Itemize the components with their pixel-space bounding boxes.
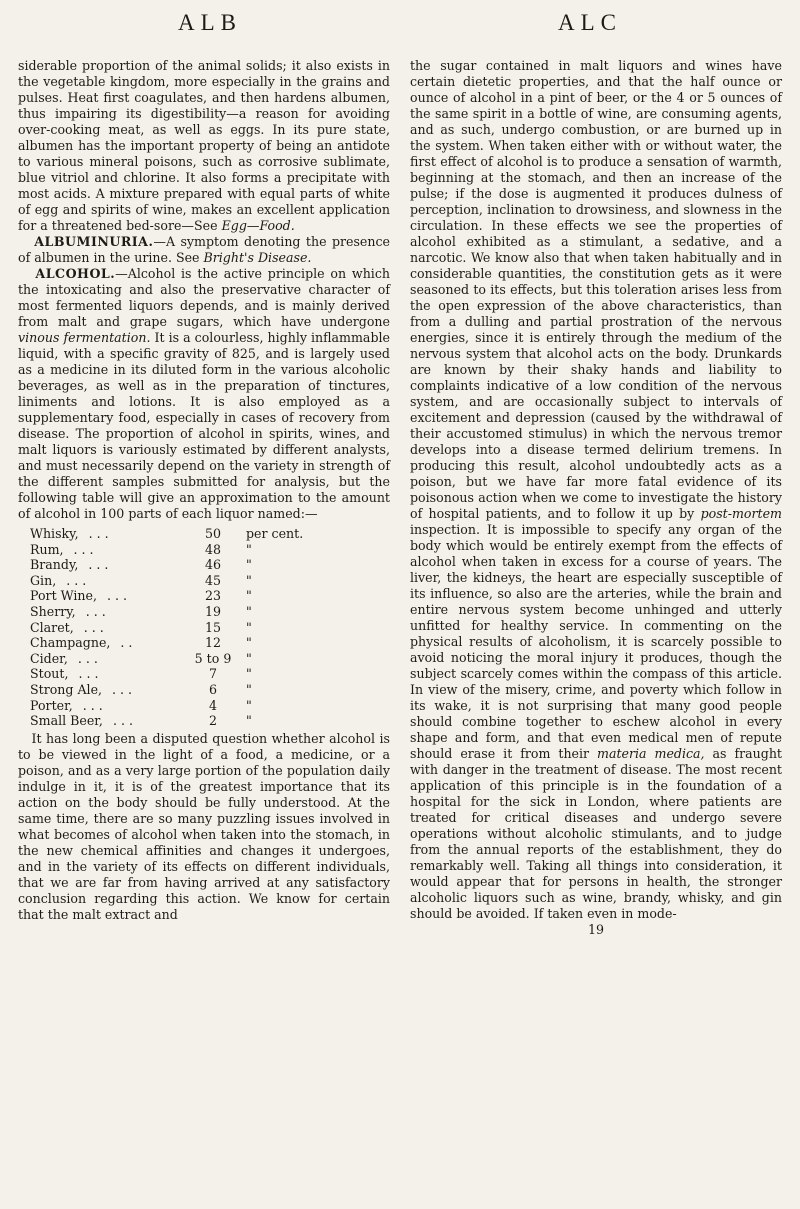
liquor-name [30, 635, 180, 651]
liquor-name [30, 713, 180, 729]
left-column [18, 58, 390, 923]
leader-dots: . . . [85, 603, 106, 619]
right-column [410, 58, 782, 938]
table-row [30, 604, 326, 620]
cross-reference: Egg—Food. [221, 218, 295, 233]
leader-dots: . . . [112, 713, 133, 729]
leader-dots: . . . [77, 650, 98, 666]
table-row [30, 682, 326, 698]
alcohol-percent: 7 [208, 666, 217, 682]
leader-dots: . . [120, 635, 133, 651]
liquor-name [30, 573, 180, 589]
liquor-name-text: Port Wine, [30, 588, 97, 604]
leader-dots: . . . [88, 526, 109, 541]
albuminuria-entry [18, 234, 390, 266]
unit-label: " [246, 681, 252, 697]
leader-dots: . . . [82, 697, 103, 713]
paragraph-text: the sugar contained in malt liquors and wines have certain dietetic properties, and that the half ounce or ounce of alcohol in a pint of beer, or the 4 or 5 ounces of the same spirit in a bottle of wine, are consuming agents, and as such, undergo combustion, or are burned up in the system. When taken either with or without water, the first effect of alcohol is to produce a sensation of warmth, beginning at the stomach, and then an increase of the pulse; if the dose is augmented it produces dulness of perception, inclination to drowsiness, and slowness in the circulation. In these effects we see the properties of alcohol exhibited as a stimulant, a sedative, and a narcotic. We know also that when taken habitually and in considerable quantities, the constitution gets as it were seasoned to its effects, but this toleration arises less from the open expression of the above characteristics, than from a dulling and partial prostration of the nervous energies, since it is entirely through the medium of the nervous system that alcohol acts on the body. Drunkards are known by their shaky hands and liability to complaints indicative of a low condition of the nervous system, and are occasionally subject to intervals of excitement and depression (caused by the withdrawal of their accustomed stimulus) in which the nervous tremor develops into a disease termed delirium tremens. In producing this result, alcohol undoubtedly acts as a poison, but we have far more fatal evidence of its poisonous action when we come to investigate the history of hospital patients, and to follow it up by [410, 58, 782, 521]
table-row [30, 666, 326, 682]
table-row [30, 620, 326, 636]
cross-reference: Bright's Disease. [203, 250, 312, 265]
alcohol-percent: 15 [204, 619, 222, 635]
liquor-name-text: Claret, [30, 619, 74, 635]
entry-headword: ALCOHOL. [35, 266, 116, 281]
unit-label: " [246, 650, 252, 666]
italic-term: materia medica, [597, 746, 705, 761]
alcohol-entry [18, 266, 390, 522]
liquor-name [30, 526, 180, 542]
paragraph-text: inspection. It is impossible to specify any organ of the body which would be entirely exempt from the effects of alcohol when taken in excess for a course of years. The liver, the kidneys, the heart are especially susceptible of its influence, so also are the arteries, while the brain and entire nervous system become unhinged and utterly unfitted for healthy service. In commenting on the physical results of alcoholism, it is scarcely possible to avoid noticing the moral injury it produces, though the subject scarcely comes within the compass of this article. In view of the misery, crime, and poverty which follow in its wake, it is not surprising that many good people should combine together to eschew alcohol in every shape and form, and that even medical men of repute should erase it from their [410, 522, 782, 761]
alcohol-percent: 5 to 9 [194, 650, 232, 666]
liquor-name-text: Rum, [30, 541, 64, 557]
table-row [30, 713, 326, 729]
entry-text: It is a colourless, highly inflammable liquid, with a specific gravity of 825, and is largely used as a medicine in its diluted form in the various alcoholic beverages, as well as in the preparation of tinctures, liniments and lotions. It is also employed as a supplementary food, especially in cases of recovery from disease. The proportion of alcohol in spirits, wines, and malt liquors is variously estimated by different analysts, and must necessarily depend on the variety in strength of the different samples submitted for analysis, but the following table will give an approximation to the amount of alcohol in 100 parts of each liquor named:— [18, 330, 390, 521]
alcohol-percent: 50 [204, 526, 222, 541]
leader-dots: . . . [88, 557, 109, 573]
italic-term: post-mortem [700, 506, 782, 521]
liquor-name-text: Whisky, [30, 526, 79, 541]
liquor-name [30, 542, 180, 558]
unit-label: " [246, 541, 252, 557]
liquor-name [30, 604, 180, 620]
table-row [30, 573, 326, 589]
liquor-name [30, 682, 180, 698]
table-row [30, 651, 326, 667]
alcohol-percent: 12 [204, 635, 222, 651]
liquor-name [30, 557, 180, 573]
entry-headword: ALBUMINURIA. [34, 234, 154, 249]
liquor-name [30, 698, 180, 714]
alcohol-effects-paragraph [410, 58, 782, 922]
unit-label: " [246, 588, 252, 604]
liquor-name-text: Champagne, [30, 635, 111, 651]
unit-label: " [246, 666, 252, 682]
liquor-name-text: Small Beer, [30, 713, 103, 729]
entry-text: —A symptom denoting the presence of albumen in the urine. See [18, 234, 391, 265]
alcohol-percent: 2 [208, 713, 217, 729]
table-row [30, 588, 326, 604]
paragraph-text: It has long been a disputed question whether alcohol is to be viewed in the light of a food, a medicine, or a poison, and as a very large portion of the population daily indulge in it, it is of the greatest importance that its action on the body should be fully understood. At the same time, there are so many puzzling issues involved in what becomes of alcohol when taken into the stomach, in the new chemical affinities and changes it undergoes, and in the variety of its effects on different individuals, that we are far from having arrived at any satisfactory conclusion regarding this action. We know for certain that the malt extract and [18, 730, 390, 922]
leader-dots: . . . [83, 619, 104, 635]
liquor-name [30, 651, 180, 667]
liquor-name [30, 666, 180, 682]
leader-dots: . . . [112, 681, 133, 697]
table-row [30, 635, 326, 651]
entry-text: —Alcohol is the active principle on which the intoxicating and also the preservative character of most fermented liquors depends, and is mainly derived from malt and grape sugars, which have undergone [18, 266, 391, 329]
alcohol-percent: 19 [204, 603, 222, 619]
liquor-name [30, 588, 180, 604]
unit-label: " [246, 557, 252, 573]
liquor-name-text: Stout, [30, 666, 69, 682]
liquor-name [30, 620, 180, 636]
unit-label: " [246, 619, 252, 635]
table-row [30, 698, 326, 714]
leader-dots: . . . [106, 588, 127, 604]
unit-label: " [246, 572, 252, 588]
paragraph-text: as fraught with danger in the treatment of disease. The most recent application of this principle is in the foundation of a hospital for the sick in London, where patients are treated for critical diseases and undergo severe operations without alcoholic stimulants, and to judge from the annual reports of the establishment, they do remarkably well. Taking all things into consideration, it would appear that for persons in health, the stronger alcoholic liquors such as wine, brandy, whisky, and gin should be avoided. If taken even in mode- [410, 746, 782, 921]
alcohol-percent: 6 [208, 681, 217, 697]
unit-label: " [246, 713, 252, 729]
page-number: 19 [587, 922, 605, 937]
running-head-right: ALC [558, 10, 622, 35]
alcohol-percent: 4 [208, 697, 217, 713]
albumen-paragraph [18, 58, 390, 234]
table-row [30, 557, 326, 573]
alcohol-percent: 48 [204, 541, 222, 557]
liquor-name-text: Sherry, [30, 603, 76, 619]
unit-label: per cent. [246, 526, 304, 541]
table-row [30, 542, 326, 558]
alcohol-percent: 23 [204, 588, 222, 604]
disputed-question-paragraph [18, 731, 390, 923]
table-row [30, 526, 326, 542]
liquor-name-text: Brandy, [30, 557, 79, 573]
alcohol-percent: 45 [204, 572, 222, 588]
albumen-text: siderable proportion of the animal solids; it also exists in the vegetable kingdom, more especially in the grains and pulses. Heat first coagulates, and then hardens albumen, thus impairing its digestibility—a reason for avoiding over-cooking meat, as well as eggs. In its pure state, albumen has the important property of being an antidote to various mineral poisons, such as corrosive sublimate, blue vitriol and chlorine. It also forms a precipitate with most acids. A mixture prepared with equal parts of white of egg and spirits of wine, makes an excellent application for a threatened bed-sore—See [18, 58, 390, 233]
running-head-left: ALB [178, 10, 242, 35]
unit-label: " [246, 635, 252, 651]
italic-term: vinous fermentation. [18, 330, 151, 345]
liquor-name-text: Cider, [30, 650, 68, 666]
leader-dots: . . . [73, 541, 94, 557]
leader-dots: . . . [78, 666, 99, 682]
liquor-name-text: Gin, [30, 572, 57, 588]
alcohol-content-table [30, 526, 326, 729]
unit-label: " [246, 697, 252, 713]
alcohol-percent: 46 [204, 557, 222, 573]
unit-label: " [246, 603, 252, 619]
liquor-name-text: Strong Ale, [30, 681, 103, 697]
leader-dots: . . . [66, 572, 87, 588]
liquor-name-text: Porter, [30, 697, 73, 713]
